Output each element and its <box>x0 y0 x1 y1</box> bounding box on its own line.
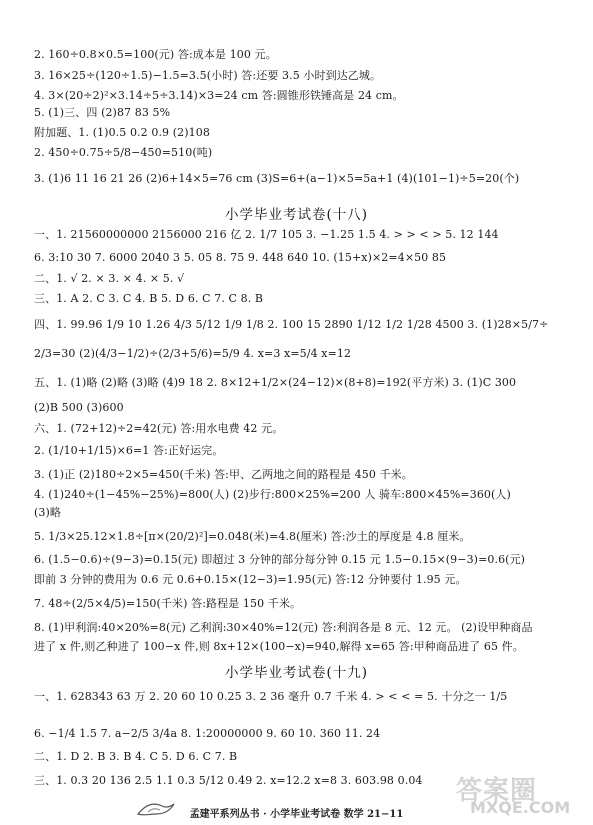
answer-line: (2)B 500 (3)600 <box>34 401 124 414</box>
answer-line: 一、1. 628343 63 万 2. 20 60 10 0.25 3. 2 36 毫升 0.7 千米 4. > < < = 5. 十分之一 1/5 <box>34 690 508 703</box>
answer-line: 6. 3:10 30 7. 6000 2040 3 5. 05 8. 75 9. 448 640 10. (15+x)×2=4×50 85 <box>34 251 447 264</box>
answer-line: (3)略 <box>34 506 61 519</box>
answer-line: 4. (1)240÷(1−45%−25%)=800(人) (2)步行:800×25%=200 人 骑车:800×45%=360(人) <box>34 488 511 501</box>
answer-line: 二、1. √ 2. × 3. × 4. × 5. √ <box>34 272 185 285</box>
answer-line: 7. 48÷(2/5×4/5)=150(千米) 答:路程是 150 千米。 <box>34 597 302 610</box>
exam-18-title: 小学毕业考试卷(十八) <box>224 207 369 223</box>
answer-line: 2. 160÷0.8×0.5=100(元) 答:成本是 100 元。 <box>34 48 277 61</box>
answer-line: 8. (1)甲利润:40×20%=8(元) 乙利润:30×40%=12(元) 答:利润各是 8 元、12 元。 (2)设甲种商品 <box>34 621 533 634</box>
answer-line: 三、1. 0.3 20 136 2.5 1.1 0.3 5/12 0.49 2. x=12.2 x=8 3. 603.98 0.04 <box>34 774 423 787</box>
answer-line: 6. (1.5−0.6)÷(9−3)=0.15(元) 即超过 3 分钟的部分每分钟 0.15 元 1.5−0.15×(9−3)=0.6(元) <box>34 553 526 566</box>
answer-line: 3. (1)6 11 16 21 26 (2)6+14×5=76 cm (3)S=6+(a−1)×5=5a+1 (4)(101−1)÷5=20(个) <box>34 172 520 185</box>
watermark-text: 答案圈 <box>456 776 538 806</box>
answer-line: 5. 1/3×25.12×1.8÷[π×(20/2)²]=0.048(米)=4.8(厘米) 答:沙土的厚度是 4.8 厘米。 <box>34 530 471 543</box>
answer-line: 五、1. (1)略 (2)略 (3)略 (4)9 18 2. 8×12+1/2×(24−12)×(8+8)=192(平方米) 3. (1)C 300 <box>34 376 517 389</box>
watermark-url: MXQE.COM <box>470 798 571 817</box>
answer-line: 4. 3×(20÷2)²×3.14÷5÷3.14)×3=24 cm 答:圆锥形铁锤高是 24 cm。 <box>34 89 404 102</box>
answer-line: 四、1. 99.96 1/9 10 1.26 4/3 5/12 1/9 1/8 2. 100 15 2890 1/12 1/2 1/28 4500 3. (1)28×5/7÷ <box>34 318 549 331</box>
answer-line: 一、1. 21560000000 2156000 216 亿 2. 1/7 105 3. −1.25 1.5 4. > > < > 5. 12 144 <box>34 228 499 241</box>
answer-line: 2. (1/10+1/15)×6=1 答:正好运完。 <box>34 444 224 457</box>
answer-line: 2. 450÷0.75÷5/8−450=510(吨) <box>34 146 213 159</box>
answer-line: 6. −1/4 1.5 7. a−2/5 3/4a 8. 1:20000000 9. 60 10. 360 11. 24 <box>34 727 381 740</box>
answer-line: 3. 16×25÷(120÷1.5)−1.5=3.5(小时) 答:还要 3.5 小时到达乙城。 <box>34 69 382 82</box>
answer-line: 2/3=30 (2)(4/3−1/2)÷(2/3+5/6)=5/9 4. x=3 x=5/4 x=12 <box>34 347 352 360</box>
answer-line: 二、1. D 2. B 3. B 4. C 5. D 6. C 7. B <box>34 750 238 763</box>
answer-line: 附加题、1. (1)0.5 0.2 0.9 (2)108 <box>34 126 210 139</box>
answer-line: 进了 x 件,则乙种进了 100−x 件,则 8x+12×(100−x)=940,解得 x=65 答:甲种商品进了 65 件。 <box>34 640 524 653</box>
answer-line: 3. (1)正 (2)180÷2×5=450(千米) 答:甲、乙两地之间的路程是 450 千米。 <box>34 468 413 481</box>
answer-line: 六、1. (72+12)÷2=42(元) 答:用水电费 42 元。 <box>34 422 284 435</box>
answer-line: 5. (1)三、四 (2)87 83 5% <box>34 106 171 119</box>
exam-19-title: 小学毕业考试卷(十九) <box>224 665 369 681</box>
answer-line: 即前 3 分钟的费用为 0.6 元 0.6+0.15×(12−3)=1.95(元) 答:12 分钟要付 1.95 元。 <box>34 573 467 586</box>
answer-line: 三、1. A 2. C 3. C 4. B 5. D 6. C 7. C 8. B <box>34 292 264 305</box>
page-footer: 孟建平系列丛书 · 小学毕业考试卷 数学 21−11 <box>189 809 404 820</box>
